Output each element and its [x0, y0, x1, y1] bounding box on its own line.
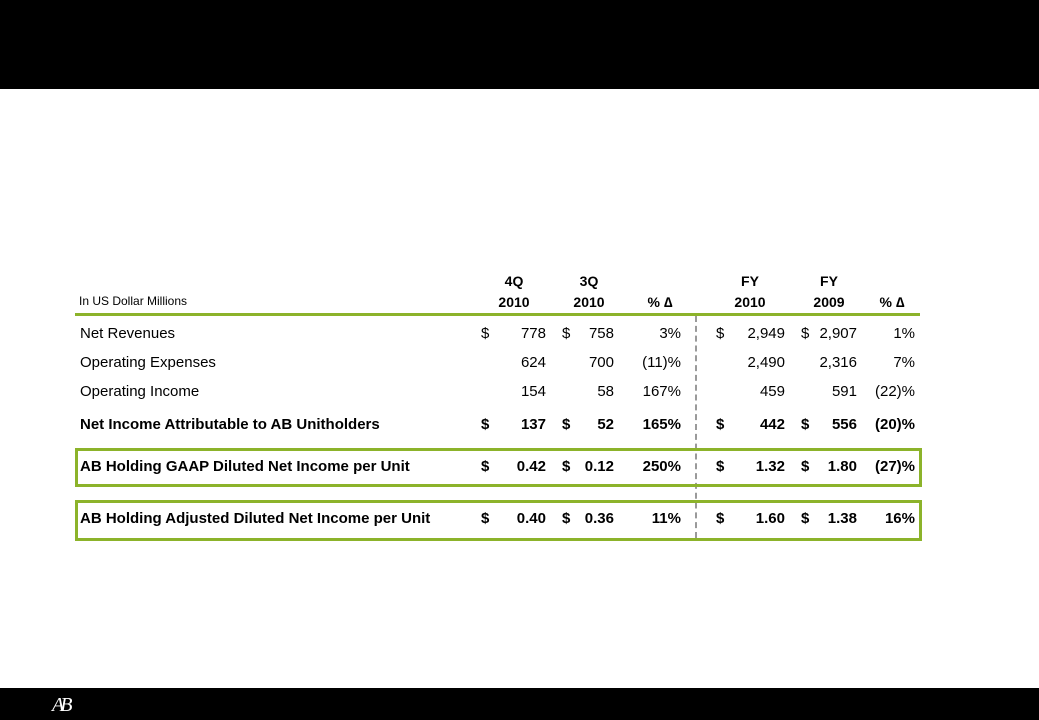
value-4q2010: 137 — [520, 416, 546, 433]
table-row — [0, 458, 1039, 478]
value-fy2010: 2,490 — [747, 354, 785, 371]
dollar-sign: $ — [716, 416, 725, 433]
value-fy2010: 459 — [759, 383, 785, 400]
dollar-sign: $ — [716, 325, 725, 342]
header-3q-line2: 2010 — [573, 294, 605, 310]
value-3q2010: 58 — [597, 383, 614, 400]
row-label: AB Holding Adjusted Diluted Net Income per Unit — [80, 510, 431, 527]
value-fy2010: 1.32 — [755, 458, 785, 475]
value-3q2010: 700 — [588, 354, 614, 371]
header-pct-fy: % ∆ — [879, 294, 905, 310]
value-3q2010: 52 — [597, 416, 614, 433]
dollar-sign: $ — [801, 325, 810, 342]
pct-change-quarter: 165% — [642, 416, 681, 433]
row-label: AB Holding GAAP Diluted Net Income per Unit — [80, 458, 410, 475]
value-fy2009: 591 — [831, 383, 857, 400]
top-title-bar — [0, 0, 1039, 89]
header-fy2010-line1: FY — [741, 273, 759, 289]
header-rule — [75, 313, 920, 316]
dollar-sign: $ — [562, 458, 571, 475]
row-label: Net Income Attributable to AB Unitholders — [80, 416, 380, 433]
table-row — [0, 510, 1039, 530]
value-fy2010: 1.60 — [755, 510, 785, 527]
value-fy2009: 2,316 — [819, 354, 857, 371]
value-fy2009: 2,907 — [819, 325, 857, 342]
header-3q-line1: 3Q — [579, 273, 599, 289]
value-4q2010: 778 — [520, 325, 546, 342]
pct-change-quarter: 11% — [651, 510, 681, 527]
row-label: Operating Expenses — [80, 354, 216, 371]
dollar-sign: $ — [562, 416, 571, 433]
dollar-sign: $ — [481, 325, 490, 342]
header-fy2009-line2: 2009 — [813, 294, 845, 310]
pct-change-year: 16% — [884, 510, 915, 527]
value-fy2009: 1.38 — [827, 510, 857, 527]
units-label: In US Dollar Millions — [79, 294, 188, 308]
value-fy2009: 556 — [831, 416, 857, 433]
value-3q2010: 0.12 — [584, 458, 614, 475]
value-fy2010: 2,949 — [747, 325, 785, 342]
row-label: Operating Income — [80, 383, 200, 400]
ab-logo: AB — [52, 694, 69, 716]
value-4q2010: 0.42 — [516, 458, 546, 475]
value-fy2009: 1.80 — [827, 458, 857, 475]
dollar-sign: $ — [801, 458, 810, 475]
pct-change-quarter: 167% — [642, 383, 681, 400]
pct-change-quarter: 3% — [659, 325, 681, 342]
header-fy2010-line2: 2010 — [734, 294, 766, 310]
table-row — [0, 383, 1039, 403]
header-4q-line2: 2010 — [498, 294, 530, 310]
value-4q2010: 0.40 — [516, 510, 546, 527]
header-pct-q: % ∆ — [647, 294, 673, 310]
value-3q2010: 0.36 — [584, 510, 614, 527]
table-row — [0, 325, 1039, 345]
dollar-sign: $ — [481, 510, 490, 527]
dollar-sign: $ — [481, 416, 490, 433]
dollar-sign: $ — [801, 416, 810, 433]
pct-change-year: 1% — [893, 325, 915, 342]
footer-bar — [0, 688, 1039, 720]
pct-change-year: (20)% — [874, 416, 915, 433]
dollar-sign: $ — [562, 325, 571, 342]
table-row — [0, 416, 1039, 436]
value-fy2010: 442 — [759, 416, 785, 433]
pct-change-year: (22)% — [874, 383, 915, 400]
table-row — [0, 354, 1039, 374]
header-fy2009-line1: FY — [820, 273, 838, 289]
pct-change-year: 7% — [893, 354, 915, 371]
value-3q2010: 758 — [588, 325, 614, 342]
dollar-sign: $ — [716, 458, 725, 475]
dollar-sign: $ — [801, 510, 810, 527]
dollar-sign: $ — [481, 458, 490, 475]
dollar-sign: $ — [716, 510, 725, 527]
value-4q2010: 154 — [520, 383, 546, 400]
dollar-sign: $ — [562, 510, 571, 527]
pct-change-quarter: 250% — [642, 458, 681, 475]
pct-change-quarter: (11)% — [642, 354, 681, 371]
pct-change-year: (27)% — [874, 458, 915, 475]
header-4q-line1: 4Q — [504, 273, 524, 289]
row-label: Net Revenues — [80, 325, 176, 342]
value-4q2010: 624 — [520, 354, 546, 371]
